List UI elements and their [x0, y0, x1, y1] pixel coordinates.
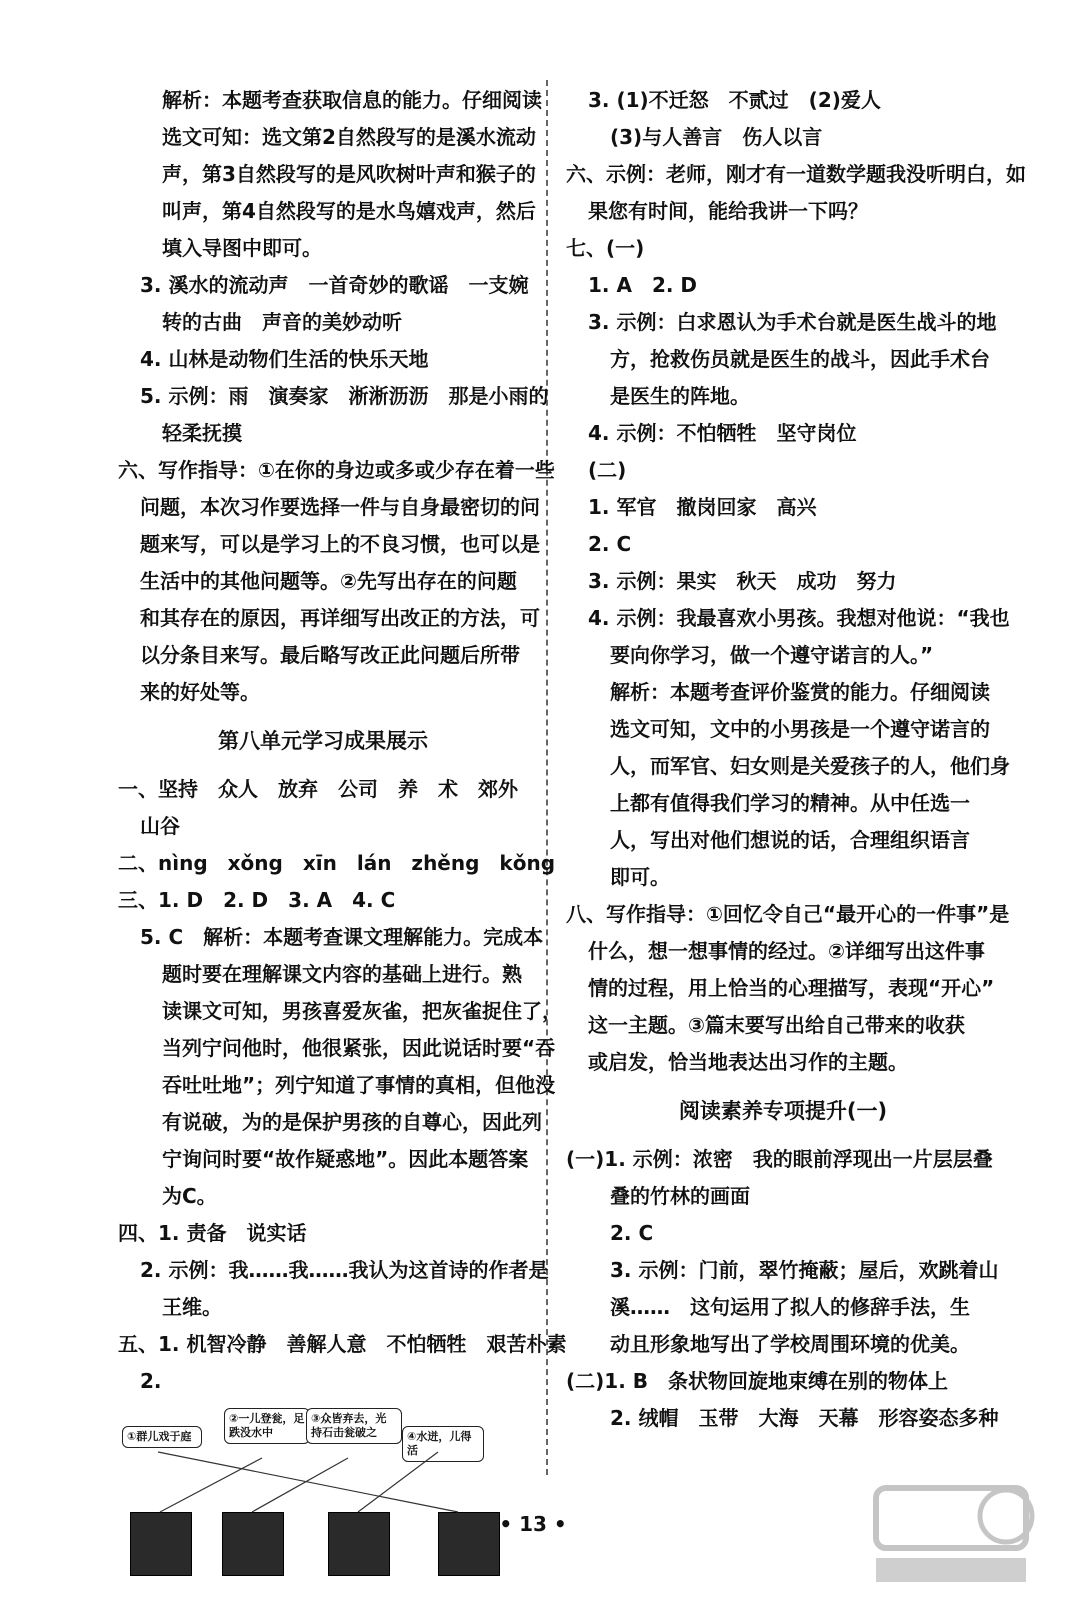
text-line: 3. (1)不迁怒 不贰过 (2)爱人: [588, 88, 881, 112]
text-line: 什么，想一想事情的经过。②详细写出这件事: [588, 939, 985, 963]
text-line: 当列宁问他时，他很紧张，因此说话时要“吞: [162, 1036, 556, 1060]
text-line: 叠的竹林的画面: [610, 1184, 750, 1208]
text-line: 为C。: [162, 1184, 217, 1208]
text-line: 5. 示例：雨 演奏家 淅淅沥沥 那是小雨的: [140, 384, 549, 408]
text-line: 或启发，恰当地表达出习作的主题。: [588, 1050, 908, 1074]
text-line: 4. 山林是动物们生活的快乐天地: [140, 347, 429, 371]
text-line: 六、示例：老师，刚才有一道数学题我没听明白，如: [566, 162, 1026, 186]
text-line: 1. 军官 撤岗回家 高兴: [588, 495, 817, 519]
text-line: 人，而军官、妇女则是关爱孩子的人，他们身: [610, 754, 1010, 778]
text-line: 填入导图中即可。: [162, 236, 322, 260]
text-line: 和其存在的原因，再详细写出改正的方法，可: [140, 606, 540, 630]
text-line: 情的过程，用上恰当的心理描写，表现“开心”: [588, 976, 995, 1000]
text-line: 题时要在理解课文内容的基础上进行。熟: [162, 962, 522, 986]
text-line: 五、1. 机智冷静 善解人意 不怕牺牲 艰苦朴素: [118, 1332, 567, 1356]
text-line: 果您有时间，能给我讲一下吗？: [588, 199, 868, 223]
text-line: 上都有值得我们学习的精神。从中任选一: [610, 791, 970, 815]
section-title: 第八单元学习成果展示: [218, 729, 428, 753]
text-line: 山谷: [140, 814, 180, 838]
text-line: 5. C 解析：本题考查课文理解能力。完成本: [140, 925, 544, 949]
watermark-logo: [866, 1480, 1036, 1590]
text-line: 转的古曲 声音的美妙动听: [162, 310, 402, 334]
text-line: 读课文可知，男孩喜爱灰雀，把灰雀捉住了，: [162, 999, 562, 1023]
text-line: (3)与人善言 伤人以言: [610, 125, 823, 149]
text-line: 要向你学习，做一个遵守诺言的人。”: [610, 643, 934, 667]
text-line: (二)1. B 条状物回旋地束缚在别的物体上: [566, 1369, 949, 1393]
text-line: (二): [588, 458, 627, 482]
text-line: 4. 示例：不怕牺牲 坚守岗位: [588, 421, 857, 445]
page-number: • 13 •: [499, 1512, 567, 1536]
text-line: 三、1. D 2. D 3. A 4. C: [118, 888, 396, 912]
text-line: 解析：本题考查获取信息的能力。仔细阅读: [162, 88, 542, 112]
text-line: 一、坚持 众人 放弃 公司 养 术 郊外: [118, 777, 518, 801]
text-line: 2. 示例：我……我……我认为这首诗的作者是: [140, 1258, 549, 1282]
text-line: 七、(一): [566, 236, 645, 260]
text-line: 有说破，为的是保护男孩的自尊心，因此列: [162, 1110, 542, 1134]
right-column: [566, 82, 1026, 1437]
text-line: 声，第3自然段写的是风吹树叶声和猴子的: [162, 162, 536, 186]
text-line: 题来写，可以是学习上的不良习惯，也可以是: [140, 532, 540, 556]
text-line: 六、写作指导：①在你的身边或多或少存在着一些: [118, 458, 555, 482]
text-line: 3. 示例：门前，翠竹掩蔽；屋后，欢跳着山: [610, 1258, 999, 1282]
story-diagram: [118, 1400, 528, 1560]
text-line: 4. 示例：我最喜欢小男孩。我想对他说：“我也: [588, 606, 1010, 630]
section-title: 阅读素养专项提升(一): [678, 1099, 888, 1123]
diagram-label-box: ③众皆弃去，光持石击瓮破之: [306, 1408, 402, 1444]
connector-lines: [118, 1400, 528, 1560]
text-line: 2. C: [610, 1221, 654, 1245]
text-line: 轻柔抚摸: [162, 421, 242, 445]
connector-line: [160, 1458, 262, 1512]
text-line: 溪…… 这句运用了拟人的修辞手法，生: [610, 1295, 970, 1319]
diagram-label-box: ①群儿戏于庭: [122, 1426, 202, 1448]
text-line: 四、1. 责备 说实话: [118, 1221, 307, 1245]
text-line: 2. 绒帽 玉带 大海 天幕 形容姿态多种: [610, 1406, 999, 1430]
text-line: 3. 示例：果实 秋天 成功 努力: [588, 569, 897, 593]
text-line: 这一主题。③篇末要写出给自己带来的收获: [588, 1013, 965, 1037]
text-line: 吞吐吐地”；列宁知道了事情的真相，但他没: [162, 1073, 556, 1097]
text-line: 是医生的阵地。: [610, 384, 750, 408]
text-line: 2.: [140, 1369, 162, 1393]
diagram-label-box: ②一儿登瓮，足跌没水中: [224, 1408, 310, 1444]
text-line: 问题，本次习作要选择一件与自身最密切的问: [140, 495, 540, 519]
text-line: 宁询问时要“故作疑惑地”。因此本题答案: [162, 1147, 529, 1171]
text-line: 叫声，第4自然段写的是水鸟嬉戏声，然后: [162, 199, 536, 223]
text-line: 人，写出对他们想说的话，合理组织语言: [610, 828, 970, 852]
connector-line: [358, 1452, 438, 1512]
text-line: 选文可知：选文第2自然段写的是溪水流动: [162, 125, 536, 149]
connector-line: [252, 1458, 348, 1512]
text-line: 来的好处等。: [140, 680, 260, 704]
text-line: 生活中的其他问题等。②先写出存在的问题: [140, 569, 517, 593]
text-line: 八、写作指导：①回忆令自己“最开心的一件事”是: [566, 902, 1010, 926]
text-line: 解析：本题考查评价鉴赏的能力。仔细阅读: [610, 680, 990, 704]
text-line: 3. 溪水的流动声 一首奇妙的歌谣 一支婉: [140, 273, 529, 297]
text-line: 以分条目来写。最后略写改正此问题后所带: [140, 643, 520, 667]
text-line: 动且形象地写出了学校周围环境的优美。: [610, 1332, 970, 1356]
text-line: (一)1. 示例：浓密 我的眼前浮现出一片层层叠: [566, 1147, 993, 1171]
diagram-label-box: ④水迸，儿得活: [402, 1426, 484, 1462]
text-line: 王维。: [162, 1295, 222, 1319]
text-line: 二、nìng xǒng xīn lán zhěng kǒng: [118, 851, 556, 875]
text-line: 2. C: [588, 532, 632, 556]
text-line: 1. A 2. D: [588, 273, 698, 297]
text-line: 即可。: [610, 865, 670, 889]
text-line: 选文可知，文中的小男孩是一个遵守诺言的: [610, 717, 990, 741]
connector-line: [158, 1452, 458, 1512]
text-line: 方，抢救伤员就是医生的战斗，因此手术台: [610, 347, 990, 371]
text-line: 3. 示例：白求恩认为手术台就是医生战斗的地: [588, 310, 997, 334]
